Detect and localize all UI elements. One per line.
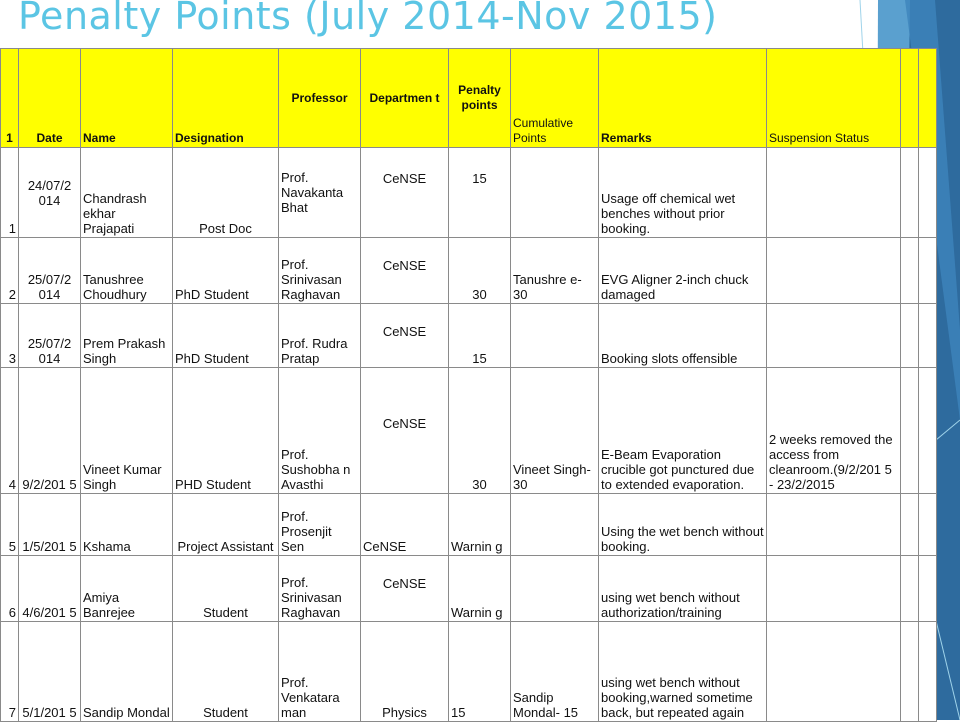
cell-num: 2 bbox=[1, 238, 19, 304]
cell-suspension bbox=[767, 148, 901, 238]
cell-date: 1/5/201 5 bbox=[19, 494, 81, 556]
cell-blank bbox=[919, 556, 937, 622]
cell-professor: Prof. Srinivasan Raghavan bbox=[279, 556, 361, 622]
cell-penalty: 15 bbox=[449, 148, 511, 238]
col-header-penalty: Penalty points bbox=[449, 49, 511, 148]
cell-cumulative bbox=[511, 304, 599, 368]
cell-penalty: Warnin g bbox=[449, 556, 511, 622]
cell-designation: Student bbox=[173, 556, 279, 622]
cell-name: Kshama bbox=[81, 494, 173, 556]
cell-blank bbox=[919, 148, 937, 238]
cell-num: 1 bbox=[1, 148, 19, 238]
cell-blank bbox=[919, 238, 937, 304]
cell-blank bbox=[901, 304, 919, 368]
col-header-remarks: Remarks bbox=[599, 49, 767, 148]
slide-title: Penalty Points (July 2014-Nov 2015) bbox=[18, 0, 718, 38]
cell-professor: Prof. Prosenjit Sen bbox=[279, 494, 361, 556]
table-row bbox=[1, 304, 937, 368]
cell-name: Prem Prakash Singh bbox=[81, 304, 173, 368]
cell-remarks: Usage off chemical wet benches without prior booking. bbox=[599, 148, 767, 238]
cell-designation: Project Assistant bbox=[173, 494, 279, 556]
cell-date: 24/07/2 014 bbox=[19, 148, 81, 238]
table-row bbox=[1, 556, 937, 622]
cell-date: 5/1/201 5 bbox=[19, 622, 81, 722]
cell-blank bbox=[919, 304, 937, 368]
cell-department: Physics bbox=[361, 622, 449, 722]
col-header-num: 1 bbox=[1, 49, 19, 148]
table-row bbox=[1, 148, 937, 238]
cell-designation: Student bbox=[173, 622, 279, 722]
cell-department: CeNSE bbox=[361, 368, 449, 494]
cell-blank bbox=[901, 148, 919, 238]
col-header-date: Date bbox=[19, 49, 81, 148]
cell-blank bbox=[901, 556, 919, 622]
col-header-professor: Professor bbox=[279, 49, 361, 148]
cell-date: 4/6/201 5 bbox=[19, 556, 81, 622]
cell-department: CeNSE bbox=[361, 148, 449, 238]
table-row bbox=[1, 622, 937, 722]
cell-blank bbox=[919, 368, 937, 494]
cell-suspension bbox=[767, 238, 901, 304]
cell-suspension bbox=[767, 556, 901, 622]
penalty-table bbox=[0, 48, 937, 722]
cell-suspension: 2 weeks removed the access from cleanroom.(9/2/201 5 - 23/2/2015 bbox=[767, 368, 901, 494]
cell-penalty: 15 bbox=[449, 622, 511, 722]
cell-cumulative: Sandip Mondal- 15 bbox=[511, 622, 599, 722]
cell-blank bbox=[901, 238, 919, 304]
cell-suspension bbox=[767, 304, 901, 368]
cell-name: Tanushree Choudhury bbox=[81, 238, 173, 304]
cell-cumulative: Tanushre e- 30 bbox=[511, 238, 599, 304]
cell-penalty: 15 bbox=[449, 304, 511, 368]
cell-num: 5 bbox=[1, 494, 19, 556]
cell-professor: Prof. Sushobha n Avasthi bbox=[279, 368, 361, 494]
cell-blank bbox=[901, 622, 919, 722]
col-header-name: Name bbox=[81, 49, 173, 148]
cell-name: Chandrash ekhar Prajapati bbox=[81, 148, 173, 238]
cell-blank bbox=[919, 622, 937, 722]
cell-designation: PHD Student bbox=[173, 368, 279, 494]
cell-designation: PhD Student bbox=[173, 304, 279, 368]
cell-remarks: Booking slots offensible bbox=[599, 304, 767, 368]
col-header-blank-2 bbox=[919, 49, 937, 148]
cell-name: Sandip Mondal bbox=[81, 622, 173, 722]
col-header-department: Departmen t bbox=[361, 49, 449, 148]
cell-cumulative bbox=[511, 494, 599, 556]
cell-num: 3 bbox=[1, 304, 19, 368]
table-row bbox=[1, 494, 937, 556]
cell-designation: PhD Student bbox=[173, 238, 279, 304]
cell-department: CeNSE bbox=[361, 556, 449, 622]
cell-penalty: Warnin g bbox=[449, 494, 511, 556]
cell-professor: Prof. Srinivasan Raghavan bbox=[279, 238, 361, 304]
cell-professor: Prof. Navakanta Bhat bbox=[279, 148, 361, 238]
cell-remarks: E-Beam Evaporation crucible got punctured due to extended evaporation. bbox=[599, 368, 767, 494]
cell-remarks: Using the wet bench without booking. bbox=[599, 494, 767, 556]
col-header-suspension: Suspension Status bbox=[767, 49, 901, 148]
cell-remarks: using wet bench without authorization/training bbox=[599, 556, 767, 622]
cell-blank bbox=[919, 494, 937, 556]
cell-cumulative: Vineet Singh- 30 bbox=[511, 368, 599, 494]
cell-num: 6 bbox=[1, 556, 19, 622]
cell-cumulative bbox=[511, 556, 599, 622]
cell-date: 25/07/2 014 bbox=[19, 304, 81, 368]
cell-cumulative bbox=[511, 148, 599, 238]
cell-num: 7 bbox=[1, 622, 19, 722]
table-row bbox=[1, 368, 937, 494]
col-header-designation: Designation bbox=[173, 49, 279, 148]
cell-blank bbox=[901, 494, 919, 556]
cell-department: CeNSE bbox=[361, 304, 449, 368]
cell-num: 4 bbox=[1, 368, 19, 494]
cell-suspension bbox=[767, 622, 901, 722]
col-header-blank-1 bbox=[901, 49, 919, 148]
cell-name: Amiya Banrejee bbox=[81, 556, 173, 622]
cell-penalty: 30 bbox=[449, 368, 511, 494]
cell-professor: Prof. Venkatara man bbox=[279, 622, 361, 722]
cell-penalty: 30 bbox=[449, 238, 511, 304]
cell-remarks: using wet bench without booking,warned sometime back, but repeated again bbox=[599, 622, 767, 722]
table-header-row bbox=[1, 49, 937, 148]
col-header-cumulative: Cumulative Points bbox=[511, 49, 599, 148]
cell-department: CeNSE bbox=[361, 494, 449, 556]
cell-date: 9/2/201 5 bbox=[19, 368, 81, 494]
cell-suspension bbox=[767, 494, 901, 556]
cell-name: Vineet Kumar Singh bbox=[81, 368, 173, 494]
cell-date: 25/07/2 014 bbox=[19, 238, 81, 304]
table-row bbox=[1, 238, 937, 304]
cell-blank bbox=[901, 368, 919, 494]
cell-department: CeNSE bbox=[361, 238, 449, 304]
cell-remarks: EVG Aligner 2-inch chuck damaged bbox=[599, 238, 767, 304]
cell-designation: Post Doc bbox=[173, 148, 279, 238]
cell-professor: Prof. Rudra Pratap bbox=[279, 304, 361, 368]
